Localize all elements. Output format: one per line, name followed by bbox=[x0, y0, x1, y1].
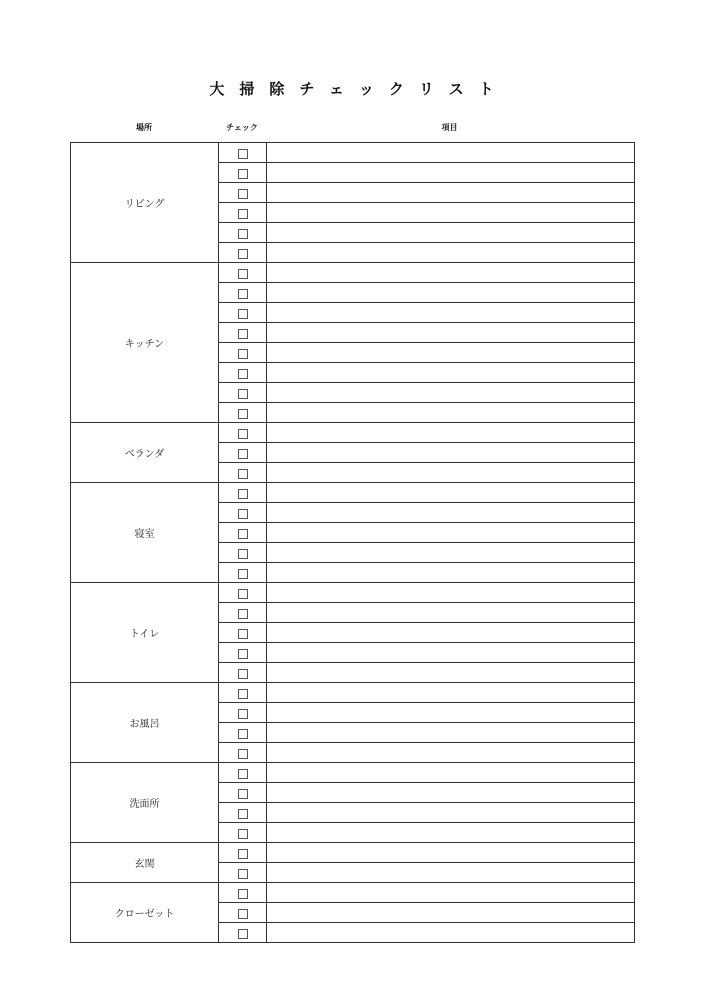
checkbox-icon[interactable] bbox=[238, 769, 248, 779]
check-cell bbox=[219, 603, 267, 623]
item-cell[interactable] bbox=[267, 603, 635, 623]
item-cell[interactable] bbox=[267, 463, 635, 483]
item-cell[interactable] bbox=[267, 303, 635, 323]
check-cell bbox=[219, 143, 267, 163]
checkbox-icon[interactable] bbox=[238, 169, 248, 179]
checkbox-icon[interactable] bbox=[238, 689, 248, 699]
checkbox-icon[interactable] bbox=[238, 789, 248, 799]
check-cell bbox=[219, 803, 267, 823]
check-cell bbox=[219, 483, 267, 503]
table-row bbox=[71, 683, 635, 703]
checkbox-icon[interactable] bbox=[238, 429, 248, 439]
checkbox-icon[interactable] bbox=[238, 649, 248, 659]
item-cell[interactable] bbox=[267, 823, 635, 843]
item-cell[interactable] bbox=[267, 263, 635, 283]
item-cell[interactable] bbox=[267, 843, 635, 863]
item-cell[interactable] bbox=[267, 163, 635, 183]
check-cell bbox=[219, 883, 267, 903]
item-cell[interactable] bbox=[267, 363, 635, 383]
check-cell bbox=[219, 663, 267, 683]
checkbox-icon[interactable] bbox=[238, 589, 248, 599]
table-row bbox=[71, 883, 635, 903]
checkbox-icon[interactable] bbox=[238, 609, 248, 619]
checkbox-icon[interactable] bbox=[238, 289, 248, 299]
checkbox-icon[interactable] bbox=[238, 869, 248, 879]
checkbox-icon[interactable] bbox=[238, 469, 248, 479]
check-cell bbox=[219, 903, 267, 923]
check-cell bbox=[219, 783, 267, 803]
checkbox-icon[interactable] bbox=[238, 489, 248, 499]
checkbox-icon[interactable] bbox=[238, 249, 248, 259]
check-cell bbox=[219, 843, 267, 863]
checkbox-icon[interactable] bbox=[238, 729, 248, 739]
table-row bbox=[71, 423, 635, 443]
item-cell[interactable] bbox=[267, 903, 635, 923]
location-cell: 洗面所 bbox=[71, 763, 219, 843]
location-cell: クローゼット bbox=[71, 883, 219, 943]
check-cell bbox=[219, 623, 267, 643]
item-cell[interactable] bbox=[267, 863, 635, 883]
item-cell[interactable] bbox=[267, 423, 635, 443]
item-cell[interactable] bbox=[267, 483, 635, 503]
checkbox-icon[interactable] bbox=[238, 349, 248, 359]
check-cell bbox=[219, 823, 267, 843]
item-cell[interactable] bbox=[267, 763, 635, 783]
check-cell bbox=[219, 763, 267, 783]
checklist-body bbox=[71, 143, 635, 943]
column-header-location: 場所 bbox=[136, 123, 152, 132]
check-cell bbox=[219, 443, 267, 463]
location-cell: キッチン bbox=[71, 263, 219, 423]
item-cell[interactable] bbox=[267, 643, 635, 663]
location-cell: お風呂 bbox=[71, 683, 219, 763]
item-cell[interactable] bbox=[267, 223, 635, 243]
item-cell[interactable] bbox=[267, 743, 635, 763]
check-cell bbox=[219, 183, 267, 203]
check-cell bbox=[219, 223, 267, 243]
check-cell bbox=[219, 743, 267, 763]
item-cell[interactable] bbox=[267, 503, 635, 523]
item-cell[interactable] bbox=[267, 703, 635, 723]
check-cell bbox=[219, 243, 267, 263]
item-cell[interactable] bbox=[267, 883, 635, 903]
column-header-item: 項目 bbox=[441, 123, 458, 132]
item-cell[interactable] bbox=[267, 383, 635, 403]
checkbox-icon[interactable] bbox=[238, 369, 248, 379]
checkbox-icon[interactable] bbox=[238, 209, 248, 219]
column-header-check: チェック bbox=[226, 123, 258, 132]
item-cell[interactable] bbox=[267, 923, 635, 943]
checkbox-icon[interactable] bbox=[238, 629, 248, 639]
checkbox-icon[interactable] bbox=[238, 549, 248, 559]
table-row bbox=[71, 483, 635, 503]
item-cell[interactable] bbox=[267, 403, 635, 423]
item-cell[interactable] bbox=[267, 443, 635, 463]
checkbox-icon[interactable] bbox=[238, 269, 248, 279]
table-row bbox=[71, 843, 635, 863]
check-cell bbox=[219, 303, 267, 323]
check-cell bbox=[219, 563, 267, 583]
item-cell[interactable] bbox=[267, 563, 635, 583]
check-cell bbox=[219, 263, 267, 283]
check-cell bbox=[219, 583, 267, 603]
checkbox-icon[interactable] bbox=[238, 669, 248, 679]
check-cell bbox=[219, 463, 267, 483]
table-row bbox=[71, 583, 635, 603]
location-cell: 玄関 bbox=[71, 843, 219, 883]
location-cell: リビング bbox=[71, 143, 219, 263]
item-cell[interactable] bbox=[267, 343, 635, 363]
check-cell bbox=[219, 703, 267, 723]
item-cell[interactable] bbox=[267, 663, 635, 683]
checkbox-icon[interactable] bbox=[238, 909, 248, 919]
item-cell[interactable] bbox=[267, 183, 635, 203]
location-cell: トイレ bbox=[71, 583, 219, 683]
check-cell bbox=[219, 643, 267, 663]
checkbox-icon[interactable] bbox=[238, 509, 248, 519]
check-cell bbox=[219, 343, 267, 363]
item-cell[interactable] bbox=[267, 783, 635, 803]
checkbox-icon[interactable] bbox=[238, 449, 248, 459]
checkbox-icon[interactable] bbox=[238, 709, 248, 719]
checkbox-icon[interactable] bbox=[238, 849, 248, 859]
checkbox-icon[interactable] bbox=[238, 929, 248, 939]
checkbox-icon[interactable] bbox=[238, 889, 248, 899]
table-row bbox=[71, 763, 635, 783]
check-cell bbox=[219, 863, 267, 883]
checkbox-icon[interactable] bbox=[238, 389, 248, 399]
checkbox-icon[interactable] bbox=[238, 309, 248, 319]
item-cell[interactable] bbox=[267, 583, 635, 603]
check-cell bbox=[219, 543, 267, 563]
location-cell: ベランダ bbox=[71, 423, 219, 483]
check-cell bbox=[219, 503, 267, 523]
checkbox-icon[interactable] bbox=[238, 189, 248, 199]
check-cell bbox=[219, 523, 267, 543]
checkbox-icon[interactable] bbox=[238, 809, 248, 819]
checkbox-icon[interactable] bbox=[238, 409, 248, 419]
cleaning-checklist-table bbox=[70, 142, 635, 943]
item-cell[interactable] bbox=[267, 543, 635, 563]
item-cell[interactable] bbox=[267, 243, 635, 263]
check-cell bbox=[219, 163, 267, 183]
item-cell[interactable] bbox=[267, 283, 635, 303]
checkbox-icon[interactable] bbox=[238, 329, 248, 339]
item-cell[interactable] bbox=[267, 203, 635, 223]
item-cell[interactable] bbox=[267, 723, 635, 743]
checkbox-icon[interactable] bbox=[238, 569, 248, 579]
check-cell bbox=[219, 323, 267, 343]
check-cell bbox=[219, 283, 267, 303]
check-cell bbox=[219, 923, 267, 943]
check-cell bbox=[219, 683, 267, 703]
page-title: 大掃除チェックリスト bbox=[209, 80, 509, 98]
checkbox-icon[interactable] bbox=[238, 749, 248, 759]
item-cell[interactable] bbox=[267, 803, 635, 823]
item-cell[interactable] bbox=[267, 143, 635, 163]
table-row bbox=[71, 263, 635, 283]
item-cell[interactable] bbox=[267, 323, 635, 343]
check-cell bbox=[219, 403, 267, 423]
check-cell bbox=[219, 363, 267, 383]
location-cell: 寝室 bbox=[71, 483, 219, 583]
item-cell[interactable] bbox=[267, 623, 635, 643]
check-cell bbox=[219, 383, 267, 403]
check-cell bbox=[219, 203, 267, 223]
checkbox-icon[interactable] bbox=[238, 229, 248, 239]
checkbox-icon[interactable] bbox=[238, 529, 248, 539]
item-cell[interactable] bbox=[267, 523, 635, 543]
item-cell[interactable] bbox=[267, 683, 635, 703]
check-cell bbox=[219, 423, 267, 443]
table-row bbox=[71, 143, 635, 163]
checkbox-icon[interactable] bbox=[238, 829, 248, 839]
checkbox-icon[interactable] bbox=[238, 149, 248, 159]
check-cell bbox=[219, 723, 267, 743]
